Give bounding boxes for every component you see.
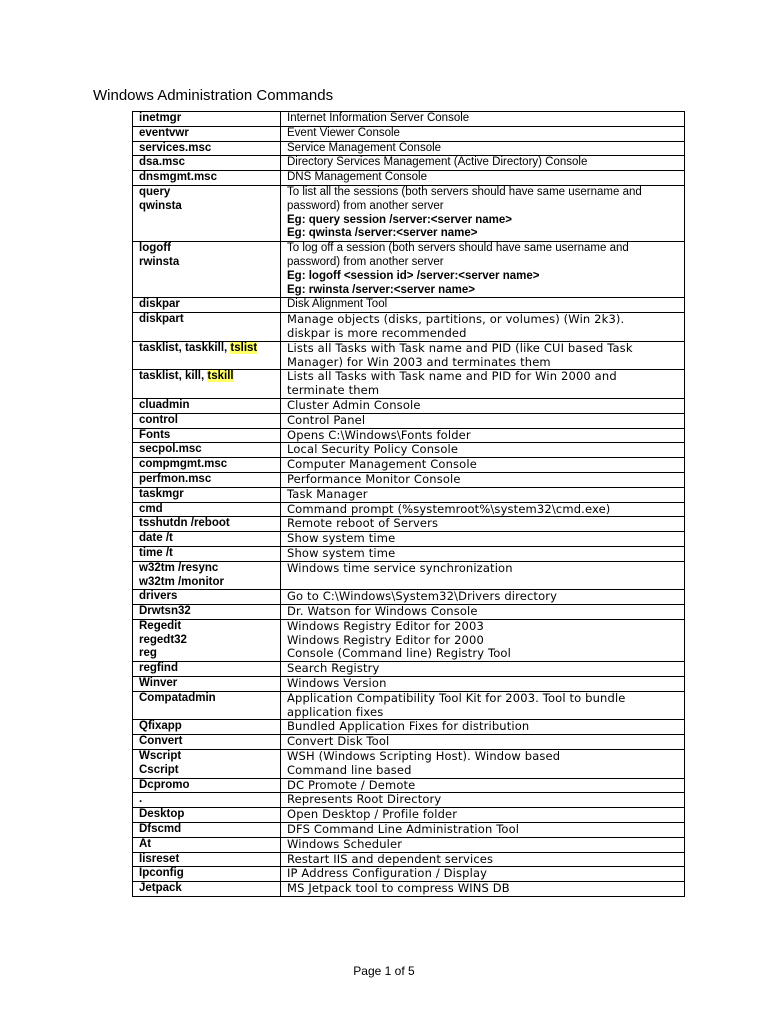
description-text: Event Viewer Console: [287, 126, 400, 139]
description-text: Show system time: [287, 531, 396, 546]
description-text: DC Promote / Demote: [287, 777, 416, 792]
table-row: [133, 185, 685, 241]
table-row: [133, 778, 685, 793]
table-row: [133, 677, 685, 692]
description-cell: [281, 341, 685, 370]
description-cell: [281, 428, 685, 443]
table-row: [133, 619, 685, 661]
description-cell: [281, 126, 685, 141]
description-cell: [281, 867, 685, 882]
command-cell: [133, 662, 281, 677]
description-cell: [281, 413, 685, 428]
description-cell: [281, 443, 685, 458]
command-name: compmgmt.msc: [139, 458, 228, 471]
description-cell: [281, 677, 685, 692]
description-text: Lists all Tasks with Task name and PID for Win 2000 and terminate them: [287, 369, 617, 398]
description-cell: [281, 532, 685, 547]
description-text: Windows Version: [287, 676, 387, 691]
table-row: [133, 867, 685, 882]
description-cell: [281, 171, 685, 186]
description-text: To list all the sessions (both servers should have same username and password) from another server: [287, 185, 642, 212]
description-text: Directory Services Management (Active Directory) Console: [287, 156, 588, 169]
command-name: logoff: [139, 242, 171, 255]
description-text: Open Desktop / Profile folder: [287, 807, 458, 822]
table-row: [133, 370, 685, 399]
description-cell: [281, 808, 685, 823]
description-cell: [281, 185, 685, 241]
command-name: tasklist, taskkill,: [139, 341, 231, 354]
command-cell: [133, 242, 281, 298]
table-row: [133, 546, 685, 561]
description-text: diskpar is more recommended: [287, 325, 467, 340]
description-text: Service Management Console: [287, 141, 442, 154]
table-row: [133, 561, 685, 590]
description-text: Go to C:\Windows\System32\Drivers directory: [287, 589, 558, 604]
description-cell: [281, 546, 685, 561]
command-cell: [133, 428, 281, 443]
description-cell: [281, 750, 685, 779]
example-text: Eg: qwinsta /server:<server name>: [287, 227, 478, 240]
description-cell: [281, 141, 685, 156]
description-cell: [281, 852, 685, 867]
command-name: taskmgr: [139, 487, 184, 500]
description-cell: [281, 793, 685, 808]
command-cell: [133, 502, 281, 517]
command-name: Qfixapp: [139, 720, 182, 733]
command-cell: [133, 458, 281, 473]
table-row: [133, 590, 685, 605]
description-text: Console (Command line) Registry Tool: [287, 646, 511, 661]
command-name: regfind: [139, 662, 178, 675]
description-text: Command prompt (%systemroot%\system32\cmd.exe): [287, 501, 611, 516]
command-cell: [133, 185, 281, 241]
commands-table-body: [133, 112, 685, 897]
description-text: Remote reboot of Servers: [287, 516, 439, 531]
description-cell: [281, 720, 685, 735]
command-cell: [133, 517, 281, 532]
table-row: [133, 691, 685, 720]
command-cell: [133, 171, 281, 186]
table-row: [133, 502, 685, 517]
command-name: tasklist, kill,: [139, 370, 208, 383]
command-cell: [133, 793, 281, 808]
table-row: [133, 823, 685, 838]
command-name: perfmon.msc: [139, 472, 212, 485]
command-cell: [133, 112, 281, 127]
description-text: Application Compatibility Tool Kit for 2003. Tool to bundle application fixes: [287, 690, 626, 719]
command-cell: [133, 778, 281, 793]
description-cell: [281, 398, 685, 413]
description-cell: [281, 561, 685, 590]
description-text: Windows Scheduler: [287, 836, 403, 851]
command-cell: [133, 720, 281, 735]
command-cell: [133, 750, 281, 779]
table-row: [133, 112, 685, 127]
description-cell: [281, 882, 685, 897]
table-row: [133, 735, 685, 750]
highlighted-command-name: tskill: [207, 370, 234, 383]
command-cell: [133, 298, 281, 313]
command-name: tsshutdn /reboot: [139, 517, 230, 530]
command-cell: [133, 313, 281, 342]
description-text: Represents Root Directory: [287, 792, 442, 807]
command-name: Drwtsn32: [139, 605, 191, 618]
table-row: [133, 413, 685, 428]
command-cell: [133, 126, 281, 141]
command-cell: [133, 532, 281, 547]
description-cell: [281, 487, 685, 502]
description-text: Windows Registry Editor for 2000: [287, 632, 484, 647]
command-name: Fonts: [139, 428, 171, 441]
table-row: [133, 171, 685, 186]
description-cell: [281, 837, 685, 852]
description-text: Disk Alignment Tool: [287, 298, 388, 311]
command-name: drivers: [139, 590, 178, 603]
table-row: [133, 242, 685, 298]
description-text: Cluster Admin Console: [287, 397, 421, 412]
command-name: diskpart: [139, 313, 184, 326]
command-cell: [133, 413, 281, 428]
command-name: Dcpromo: [139, 778, 190, 791]
description-text: To log off a session (both servers should have same username and password) from another server: [287, 242, 629, 268]
description-cell: [281, 112, 685, 127]
command-name: w32tm /resync: [139, 561, 219, 574]
description-text: Command line based: [287, 762, 412, 777]
command-name: inetmgr: [139, 112, 182, 124]
page-number: Page 1 of 5: [353, 964, 415, 978]
command-cell: [133, 141, 281, 156]
command-cell: [133, 735, 281, 750]
command-name: .: [139, 793, 143, 806]
command-name: Cscript: [139, 763, 179, 776]
table-row: [133, 156, 685, 171]
description-text: Task Manager: [287, 486, 368, 501]
command-name: Winver: [139, 677, 178, 690]
command-name: Iisreset: [139, 852, 180, 865]
command-cell: [133, 837, 281, 852]
command-cell: [133, 691, 281, 720]
description-text: Search Registry: [287, 661, 380, 676]
command-cell: [133, 370, 281, 399]
description-text: Show system time: [287, 545, 396, 560]
command-name: qwinsta: [139, 199, 182, 212]
description-text: Convert Disk Tool: [287, 734, 390, 749]
command-cell: [133, 867, 281, 882]
command-name: Ipconfig: [139, 867, 184, 880]
table-row: [133, 882, 685, 897]
description-cell: [281, 662, 685, 677]
description-text: Restart IIS and dependent services: [287, 851, 494, 866]
command-cell: [133, 546, 281, 561]
table-row: [133, 837, 685, 852]
description-cell: [281, 370, 685, 399]
command-name: dsa.msc: [139, 156, 186, 169]
description-cell: [281, 502, 685, 517]
command-cell: [133, 443, 281, 458]
command-cell: [133, 156, 281, 171]
command-cell: [133, 398, 281, 413]
command-name: services.msc: [139, 141, 212, 154]
command-cell: [133, 677, 281, 692]
command-name: At: [139, 837, 152, 850]
command-name: Dfscmd: [139, 823, 182, 836]
command-cell: [133, 487, 281, 502]
command-cell: [133, 472, 281, 487]
description-text: Local Security Policy Console: [287, 442, 459, 457]
description-cell: [281, 242, 685, 298]
description-cell: [281, 691, 685, 720]
command-name: dnsmgmt.msc: [139, 171, 217, 184]
command-name: Compatadmin: [139, 691, 216, 704]
description-text: Opens C:\Windows\Fonts folder: [287, 427, 471, 442]
command-name: Desktop: [139, 808, 185, 821]
command-name: cluadmin: [139, 398, 190, 411]
table-row: [133, 605, 685, 620]
table-row: [133, 428, 685, 443]
description-cell: [281, 313, 685, 342]
table-row: [133, 532, 685, 547]
command-cell: [133, 590, 281, 605]
command-name: date /t: [139, 532, 173, 545]
description-cell: [281, 735, 685, 750]
command-name: rwinsta: [139, 255, 180, 268]
command-name: eventvwr: [139, 126, 189, 139]
example-text: Eg: logoff <session id> /server:<server name>: [287, 269, 540, 282]
description-text: Windows time service synchronization: [287, 560, 513, 575]
command-name: Wscript: [139, 750, 182, 763]
description-text: MS Jetpack tool to compress WINS DB: [287, 881, 510, 896]
table-row: [133, 487, 685, 502]
description-text: Dr. Watson for Windows Console: [287, 604, 478, 619]
example-text: Eg: query session /server:<server name>: [287, 213, 513, 226]
description-text: Performance Monitor Console: [287, 471, 461, 486]
table-row: [133, 793, 685, 808]
table-row: [133, 472, 685, 487]
example-text: Eg: rwinsta /server:<server name>: [287, 283, 475, 296]
table-row: [133, 852, 685, 867]
command-name: time /t: [139, 546, 173, 559]
table-row: [133, 141, 685, 156]
description-text: Bundled Application Fixes for distribution: [287, 719, 530, 734]
command-cell: [133, 619, 281, 661]
table-row: [133, 662, 685, 677]
command-name: regedt32: [139, 633, 187, 646]
description-cell: [281, 778, 685, 793]
table-row: [133, 720, 685, 735]
command-name: query: [139, 185, 171, 198]
table-row: [133, 808, 685, 823]
command-name: reg: [139, 647, 157, 660]
command-name: Convert: [139, 735, 183, 748]
table-row: [133, 313, 685, 342]
description-cell: [281, 517, 685, 532]
description-text: Computer Management Console: [287, 457, 477, 472]
description-text: DNS Management Console: [287, 171, 427, 184]
description-text: DFS Command Line Administration Tool: [287, 822, 520, 837]
table-row: [133, 458, 685, 473]
document-title: Windows Administration Commands: [93, 87, 334, 104]
description-cell: [281, 298, 685, 313]
table-row: [133, 126, 685, 141]
command-cell: [133, 808, 281, 823]
table-row: [133, 750, 685, 779]
highlighted-command-name: tslist: [230, 341, 258, 354]
command-name: Regedit: [139, 619, 182, 632]
command-cell: [133, 852, 281, 867]
table-row: [133, 398, 685, 413]
commands-table: [132, 111, 685, 897]
command-cell: [133, 561, 281, 590]
command-cell: [133, 605, 281, 620]
command-name: diskpar: [139, 298, 180, 311]
description-cell: [281, 458, 685, 473]
description-text: Lists all Tasks with Task name and PID (like CUI based Task Manager) for Win 2003 and terminates them: [287, 340, 633, 369]
description-cell: [281, 472, 685, 487]
table-row: [133, 443, 685, 458]
command-name: secpol.msc: [139, 443, 202, 456]
table-row: [133, 517, 685, 532]
table-row: [133, 298, 685, 313]
description-text: Internet Information Server Console: [287, 112, 470, 124]
description-cell: [281, 605, 685, 620]
command-cell: [133, 882, 281, 897]
command-name: Jetpack: [139, 882, 182, 895]
command-name: control: [139, 413, 178, 426]
description-text: WSH (Windows Scripting Host). Window based: [287, 749, 561, 764]
description-cell: [281, 823, 685, 838]
command-name: cmd: [139, 502, 163, 515]
description-text: Manage objects (disks, partitions, or volumes) (Win 2k3).: [287, 312, 625, 327]
description-cell: [281, 156, 685, 171]
command-name: w32tm /monitor: [139, 575, 224, 588]
table-row: [133, 341, 685, 370]
description-text: IP Address Configuration / Display: [287, 866, 488, 881]
description-text: Windows Registry Editor for 2003: [287, 618, 484, 633]
description-cell: [281, 619, 685, 661]
description-cell: [281, 590, 685, 605]
command-cell: [133, 341, 281, 370]
command-cell: [133, 823, 281, 838]
description-text: Control Panel: [287, 412, 366, 427]
